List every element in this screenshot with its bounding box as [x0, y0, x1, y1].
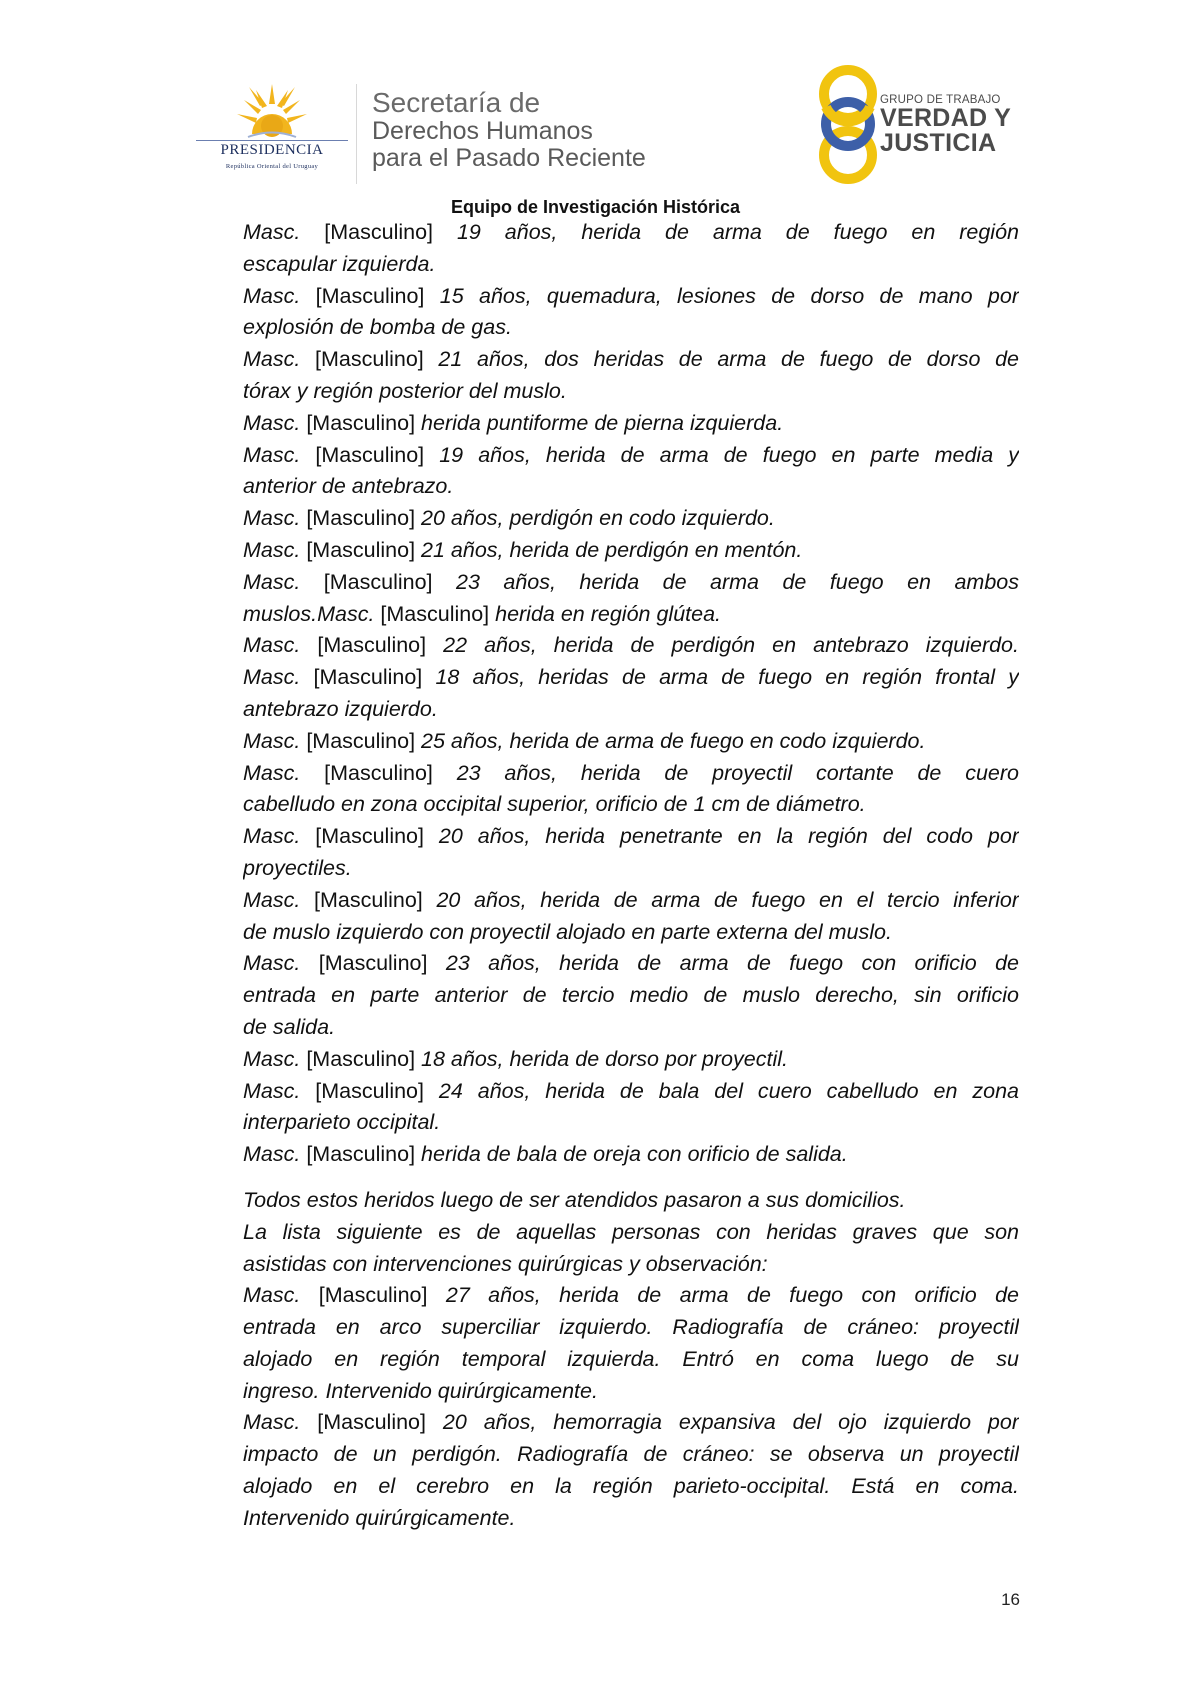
text-line: [243, 312, 1019, 344]
text-line: [243, 567, 1019, 599]
secretaria-line-3: para el Pasado Reciente: [372, 144, 646, 172]
text-line: [243, 694, 1019, 726]
text-line: [243, 535, 1019, 567]
text-line: [243, 1044, 1019, 1076]
text-fragment: 21 años, herida de perdigón en mentón.: [421, 537, 803, 562]
text-fragment: Masc.: [243, 1142, 307, 1167]
text-line: [243, 599, 1019, 631]
text-fragment: Masc.: [243, 506, 307, 531]
text-line: [243, 471, 1019, 503]
text-line: [243, 758, 1019, 790]
grupo-text: [880, 94, 1030, 156]
text-fragment: explosión de bomba de gas.: [243, 315, 512, 340]
text-fragment: 23 años, herida de arma de fuego con orificio de: [445, 951, 1019, 976]
text-fragment: Masc.: [243, 1283, 319, 1308]
text-fragment: La lista siguiente es de aquellas personas con heridas graves que son: [243, 1219, 1019, 1244]
text-fragment: alojado en región temporal izquierda. Entró en coma luego de su: [243, 1346, 1019, 1371]
text-fragment: 20 años, hemorragia expansiva del ojo izquierdo por: [442, 1410, 1019, 1435]
text-fragment: ingreso. Intervenido quirúrgicamente.: [243, 1378, 598, 1403]
text-fragment: 23 años, herida de proyectil cortante de cuero: [456, 760, 1019, 785]
masculino-tag: [Masculino]: [306, 1142, 422, 1167]
text-fragment: Masc.: [243, 887, 315, 912]
text-fragment: Masc.: [243, 951, 319, 976]
text-fragment: 27 años, herida de arma de fuego con orificio de: [445, 1283, 1019, 1308]
text-line: [243, 503, 1019, 535]
text-line: [243, 1344, 1019, 1376]
text-fragment: entrada en parte anterior de tercio medio de muslo derecho, sin orificio: [243, 983, 1019, 1008]
text-line: [243, 1217, 1019, 1249]
text-line: [243, 217, 1019, 249]
grupo-line-2: VERDAD Y: [880, 104, 1012, 132]
text-line: [243, 885, 1019, 917]
text-fragment: 20 años, herida de arma de fuego en el tercio inferior: [436, 887, 1019, 912]
text-fragment: tórax y región posterior del muslo.: [243, 378, 567, 403]
masculino-tag: [Masculino]: [317, 633, 444, 658]
text-line: [243, 630, 1019, 662]
text-line: [243, 249, 1019, 281]
text-line: [243, 821, 1019, 853]
text-fragment: de salida.: [243, 1014, 336, 1039]
text-fragment: Masc.: [243, 1078, 316, 1103]
text-fragment: anterior de antebrazo.: [243, 474, 454, 499]
masculino-tag: [Masculino]: [324, 220, 457, 244]
masculino-tag: [Masculino]: [314, 887, 437, 912]
text-line: [243, 1107, 1019, 1139]
masculino-tag: [Masculino]: [315, 283, 440, 308]
text-fragment: proyectiles.: [243, 855, 352, 880]
text-fragment: Masc.: [243, 665, 314, 690]
text-line: [243, 917, 1019, 949]
header-divider: [356, 84, 357, 184]
masculino-tag: [Masculino]: [306, 410, 422, 435]
text-line: [243, 1503, 1019, 1535]
text-fragment: Masc.: [243, 442, 316, 467]
text-fragment: herida de bala de oreja con orificio de salida.: [421, 1142, 848, 1167]
text-fragment: herida puntiforme de pierna izquierda.: [421, 410, 784, 435]
masculino-tag: [Masculino]: [315, 347, 439, 372]
text-fragment: antebrazo izquierdo.: [243, 696, 438, 721]
document-body: [243, 217, 1019, 1535]
text-line: [243, 789, 1019, 821]
text-fragment: Masc.: [243, 760, 325, 785]
secretaria-title: [372, 88, 712, 172]
text-fragment: 24 años, herida de bala del cuero cabelludo en zona: [438, 1078, 1019, 1103]
presidencia-logo: [196, 82, 348, 182]
presidencia-subtitle: República Oriental del Uruguay: [225, 163, 319, 170]
text-fragment: 19 años, herida de arma de fuego en parte media y: [439, 442, 1019, 467]
text-fragment: 20 años, perdigón en codo izquierdo.: [421, 506, 775, 531]
secretaria-line-1: Secretaría de: [372, 87, 541, 118]
masculino-tag: [Masculino]: [324, 760, 457, 785]
page-header: [0, 0, 1191, 217]
masculino-tag: [Masculino]: [315, 1078, 439, 1103]
masculino-tag: [Masculino]: [323, 569, 456, 594]
text-fragment: asistidas con intervenciones quirúrgicas y observación:: [243, 1251, 768, 1276]
text-line: [243, 1280, 1019, 1312]
page-number: 16: [1001, 1590, 1020, 1609]
rings-icon: [808, 62, 888, 187]
text-fragment: 25 años, herida de arma de fuego en codo izquierdo.: [421, 728, 926, 753]
text-fragment: Intervenido quirúrgicamente.: [243, 1505, 516, 1530]
text-line: [243, 853, 1019, 885]
masculino-tag: [Masculino]: [318, 1283, 446, 1308]
masculino-tag: [Masculino]: [380, 601, 496, 626]
text-line: [243, 376, 1019, 408]
text-fragment: interparieto occipital.: [243, 1110, 441, 1135]
text-fragment: 23 años, herida de arma de fuego en ambos: [456, 569, 1019, 594]
presidencia-name: PRESIDENCIA: [220, 142, 324, 158]
text-fragment: Todos estos heridos luego de ser atendidos pasaron a sus domicilios.: [243, 1187, 906, 1212]
text-fragment: 18 años, herida de dorso por proyectil.: [421, 1046, 788, 1071]
text-fragment: Masc.: [243, 283, 316, 308]
text-fragment: Masc.: [243, 347, 316, 372]
text-fragment: Masc.: [243, 633, 318, 658]
text-line: [243, 1312, 1019, 1344]
text-line: [243, 281, 1019, 313]
grupo-line-1: GRUPO DE TRABAJO: [880, 94, 1001, 106]
text-line: [243, 1076, 1019, 1108]
masculino-tag: [Masculino]: [318, 951, 446, 976]
text-line: [243, 408, 1019, 440]
text-line: [243, 440, 1019, 472]
presidencia-rule: [196, 140, 348, 141]
sun-icon: [234, 82, 310, 142]
text-line: [243, 1012, 1019, 1044]
text-line: [243, 344, 1019, 376]
text-fragment: Masc.: [243, 824, 316, 849]
text-line: [243, 1185, 1019, 1217]
text-fragment: Masc.: [243, 728, 307, 753]
masculino-tag: [Masculino]: [306, 537, 422, 562]
text-fragment: Masc.: [243, 410, 307, 435]
masculino-tag: [Masculino]: [306, 728, 422, 753]
text-fragment: Masc.: [243, 569, 324, 594]
text-line: [243, 1471, 1019, 1503]
team-title: Equipo de Investigación Histórica: [450, 197, 741, 217]
text-line: [243, 980, 1019, 1012]
text-fragment: Masc.: [243, 1410, 318, 1435]
text-fragment: entrada en arco superciliar izquierdo. Radiografía de cráneo: proyectil: [243, 1315, 1019, 1340]
masculino-tag: [Masculino]: [306, 506, 422, 531]
text-fragment: Masc.: [243, 220, 325, 244]
grupo-line-3: JUSTICIA: [880, 129, 997, 157]
text-fragment: 20 años, herida penetrante en la región del codo por: [438, 824, 1019, 849]
text-fragment: 22 años, herida de perdigón en antebrazo izquierdo.: [443, 633, 1019, 658]
text-line: [243, 1139, 1019, 1171]
text-line: [243, 726, 1019, 758]
text-fragment: de muslo izquierdo con proyectil alojado en parte externa del muslo.: [243, 919, 892, 944]
masculino-tag: [Masculino]: [313, 665, 436, 690]
text-fragment: cabelludo en zona occipital superior, orificio de 1 cm de diámetro.: [243, 792, 866, 817]
text-line: [243, 1407, 1019, 1439]
text-fragment: 15 años, quemadura, lesiones de dorso de mano por: [439, 283, 1019, 308]
text-fragment: impacto de un perdigón. Radiografía de cráneo: se observa un proyectil: [243, 1442, 1019, 1467]
text-fragment: herida en región glútea.: [495, 601, 722, 626]
text-fragment: muslos.Masc.: [243, 601, 381, 626]
text-fragment: 21 años, dos heridas de arma de fuego de dorso de: [438, 347, 1019, 372]
text-line: [243, 948, 1019, 980]
text-fragment: escapular izquierda.: [243, 251, 436, 276]
masculino-tag: [Masculino]: [315, 442, 440, 467]
text-fragment: Masc.: [243, 537, 307, 562]
masculino-tag: [Masculino]: [306, 1046, 422, 1071]
text-line: [243, 662, 1019, 694]
text-line: [243, 1376, 1019, 1408]
masculino-tag: [Masculino]: [315, 824, 439, 849]
text-fragment: alojado en el cerebro en la región parieto-occipital. Está en coma.: [243, 1474, 1019, 1499]
grupo-verdad-justicia-logo: [808, 62, 1018, 187]
masculino-tag: [Masculino]: [317, 1410, 443, 1435]
text-fragment: 18 años, heridas de arma de fuego en región frontal y: [435, 665, 1019, 690]
text-line: [243, 1439, 1019, 1471]
paragraph-gap: [243, 1171, 1019, 1185]
text-line: [243, 1249, 1019, 1281]
text-fragment: 19 años, herida de arma de fuego en región: [456, 220, 1019, 244]
text-fragment: Masc.: [243, 1046, 307, 1071]
secretaria-line-2: Derechos Humanos: [372, 117, 593, 145]
